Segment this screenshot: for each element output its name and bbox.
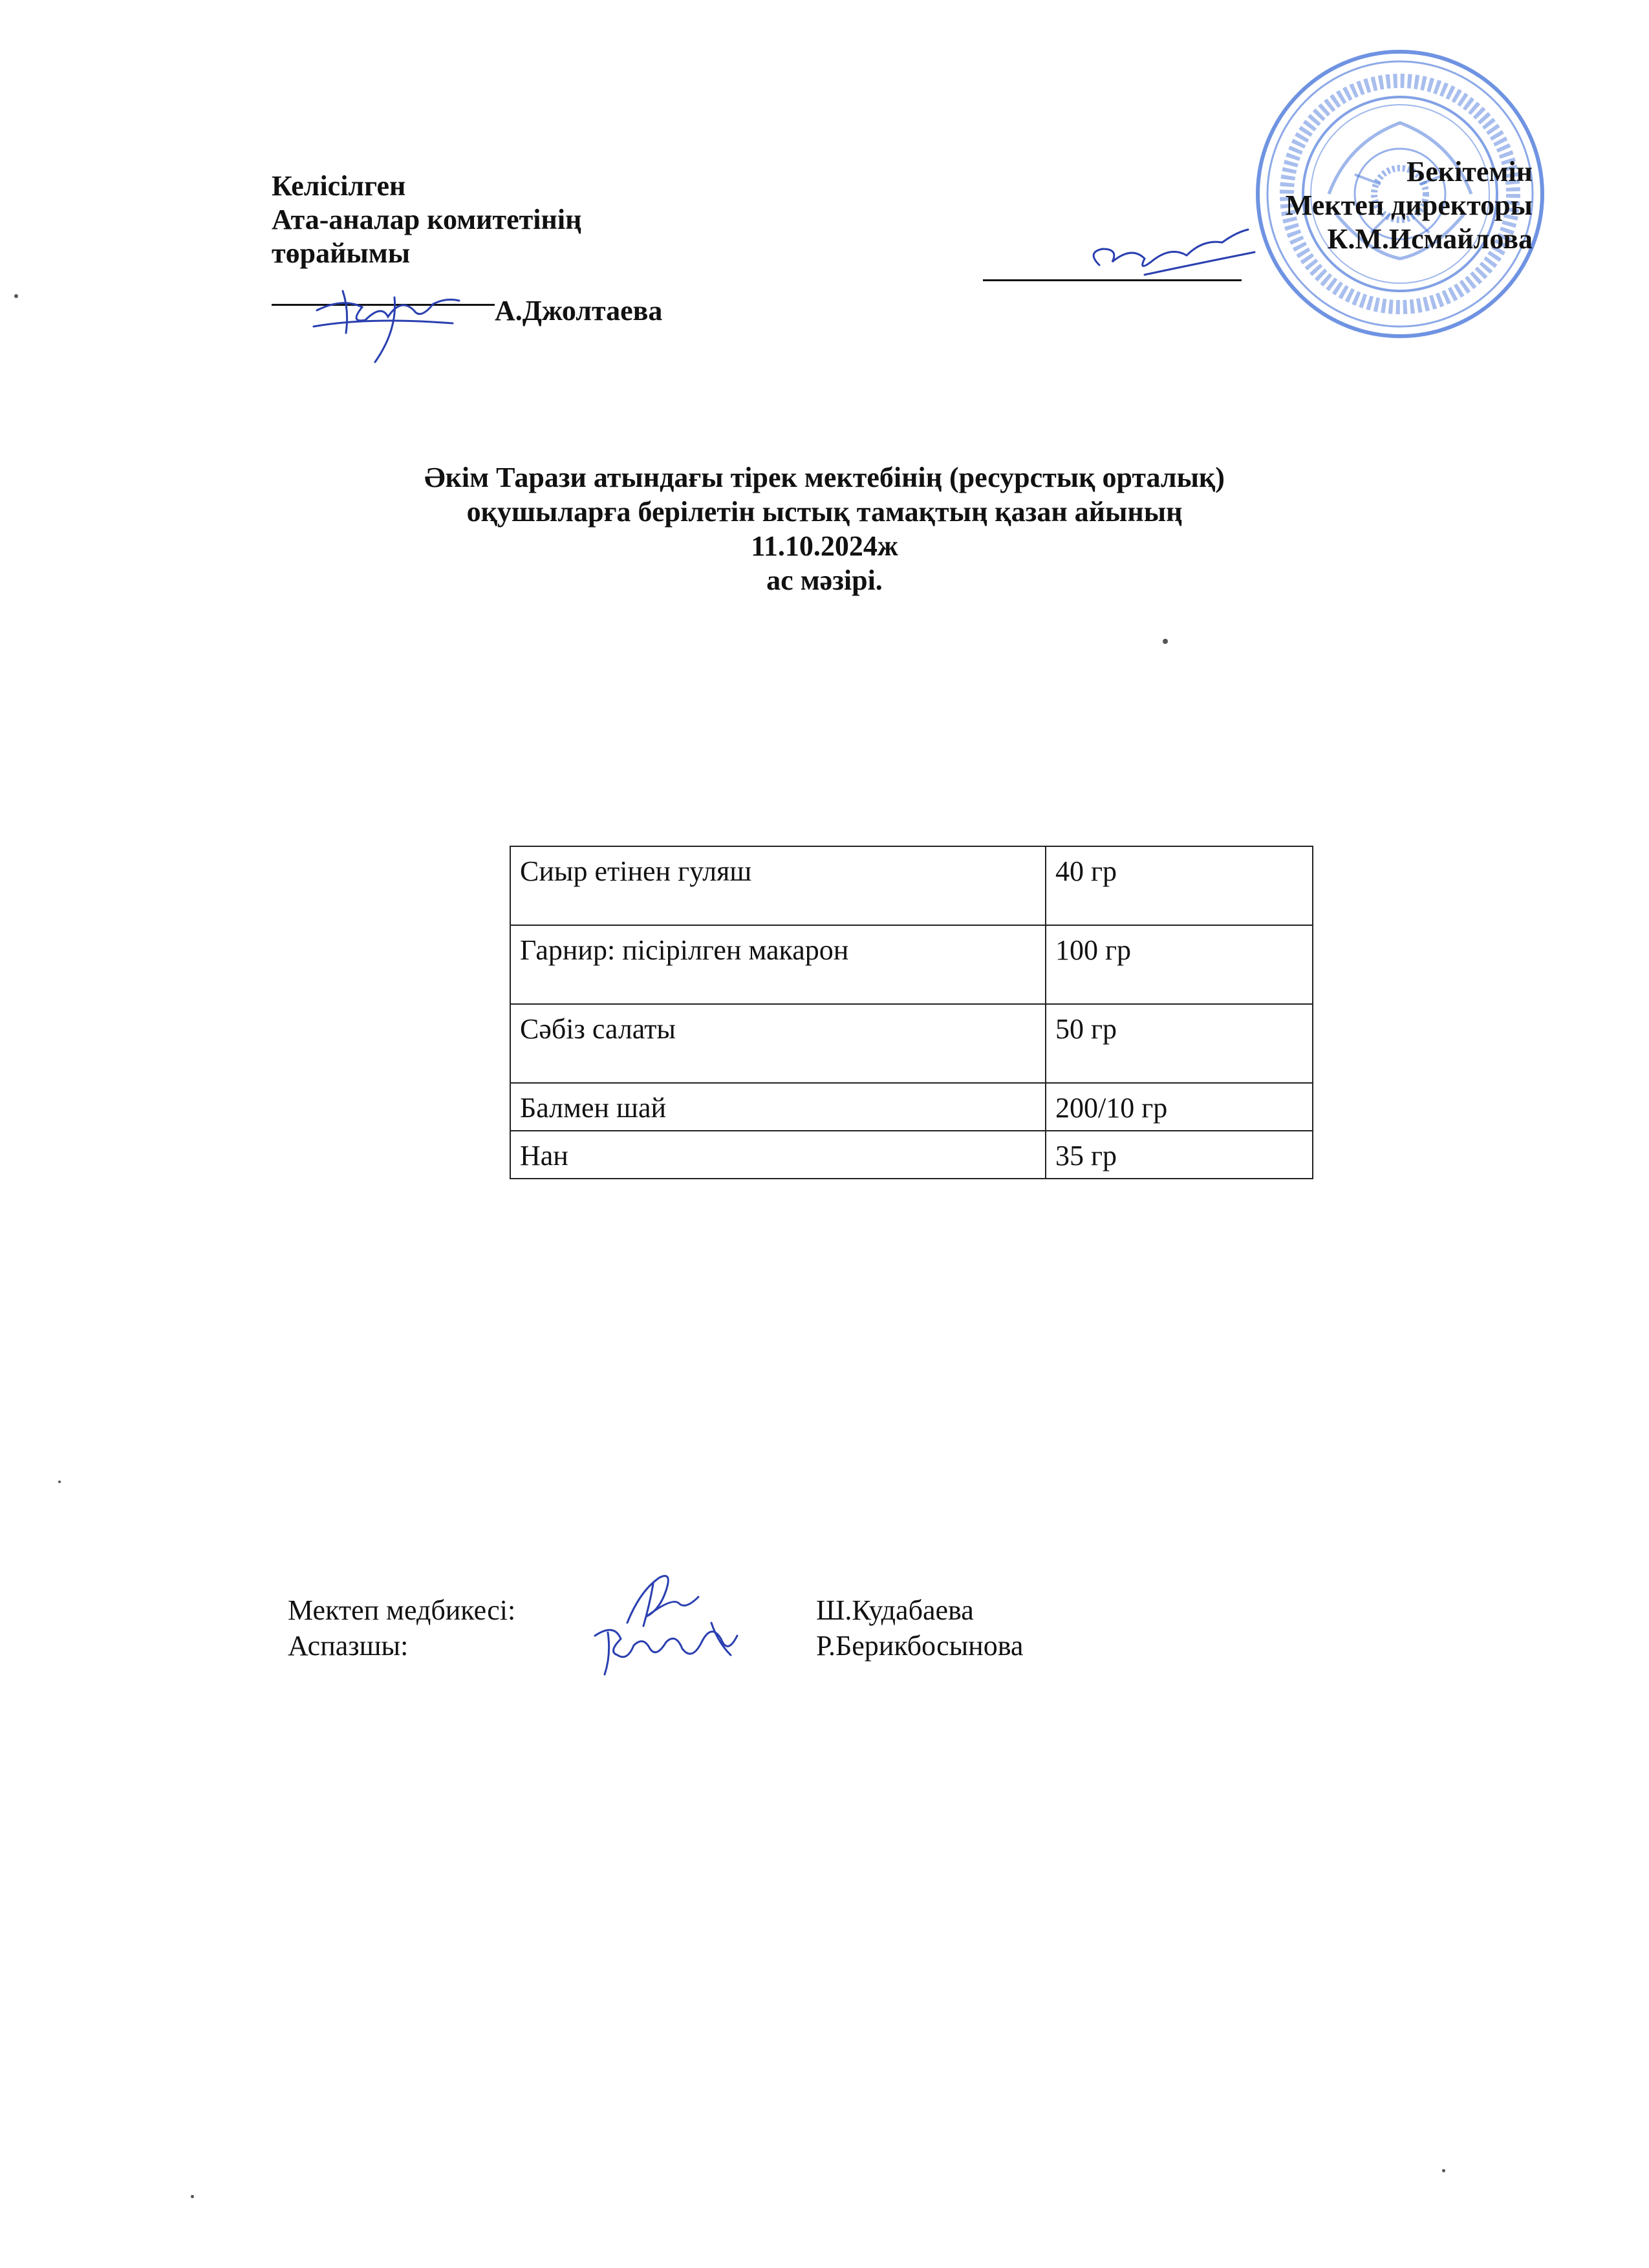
agreed-signature [304,272,472,369]
agreed-block [272,169,737,270]
agreed-heading: Келісілген [272,170,406,202]
approved-name: К.М.Исмайлова [1327,223,1533,255]
cook-signature [582,1610,750,1681]
approved-signature [1073,226,1267,291]
menu-item-name: Балмен шай [510,1083,1046,1131]
title-line4: ас мәзірі. [766,564,883,596]
agreed-name: А.Джолтаева [495,295,663,326]
menu-item-qty: 200/10 гр [1046,1083,1313,1131]
scan-speck [58,1481,61,1483]
table-row [510,846,1313,925]
scan-speck [1163,639,1168,644]
scan-speck [1442,2169,1445,2172]
cook-label: Аспазшы: [288,1630,409,1662]
menu-item-name: Нан [510,1131,1046,1179]
menu-item-qty: 35 гр [1046,1131,1313,1179]
menu-item-name: Сиыр етінен гуляш [510,846,1046,925]
menu-item-qty: 100 гр [1046,925,1313,1004]
nurse-name: Ш.Кудабаева [816,1594,974,1626]
agreed-role-line1: Ата-аналар комитетінің [272,204,582,235]
scan-speck [14,294,18,298]
title-line1: Әкім Тарази атындағы тірек мектебінің (ресурстық орталық) [424,462,1225,493]
title-date: 11.10.2024ж [751,530,898,562]
menu-item-qty: 50 гр [1046,1004,1313,1083]
cook-name: Р.Берикбосынова [816,1630,1024,1662]
document-title [0,460,1649,597]
title-line2: оқушыларға берілетін ыстық тамақтың қазан айының [466,496,1183,528]
menu-item-name: Гарнир: пісірілген макарон [510,925,1046,1004]
menu-table [510,846,1313,1179]
nurse-label: Мектеп медбикесі: [288,1594,516,1626]
menu-item-qty: 40 гр [1046,846,1313,925]
table-row [510,1083,1313,1131]
scan-speck [191,2195,194,2198]
menu-item-name: Сәбіз салаты [510,1004,1046,1083]
table-row [510,1131,1313,1179]
table-row [510,925,1313,1004]
approved-role: Мектеп директоры [1285,189,1533,221]
agreed-role-line2: төрайымы [272,237,411,269]
table-row [510,1004,1313,1083]
approved-heading: Бекітемін [1406,156,1533,187]
